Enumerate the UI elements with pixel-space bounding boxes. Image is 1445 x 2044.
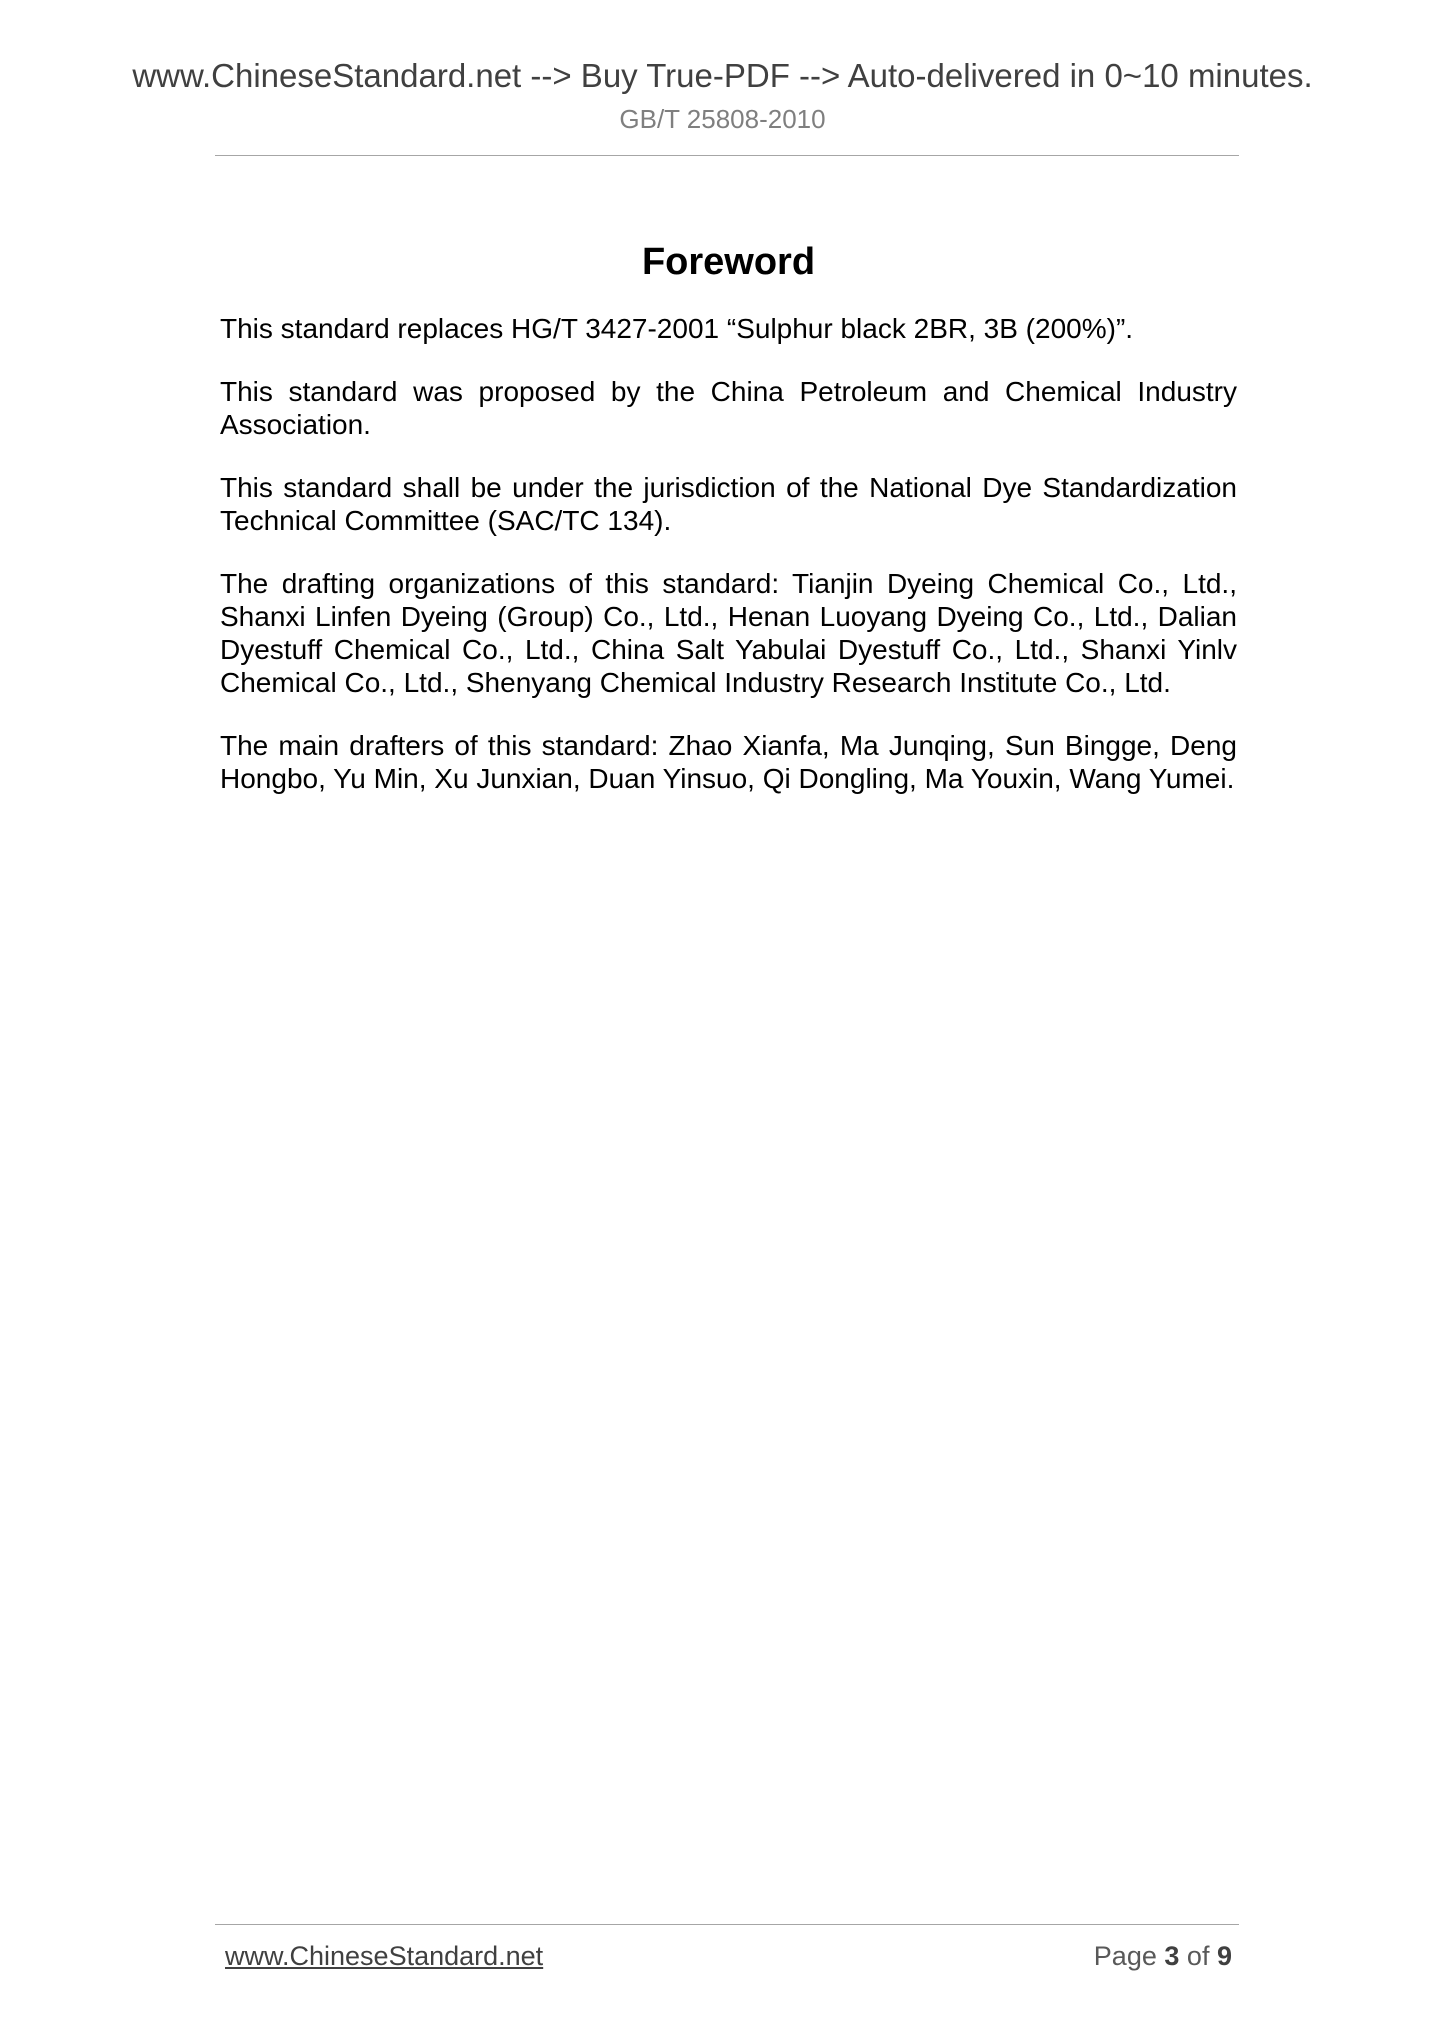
footer-website-link[interactable]: www.ChineseStandard.net: [225, 1941, 544, 1971]
paragraph-drafting-organizations: The drafting organizations of this standard: Tianjin Dyeing Chemical Co., Ltd., Shanxi Linfen Dyeing (Group) Co., Ltd., Henan Luoyang Dyeing Co., Ltd., Dalian Dyestuff Chemical Co., Ltd., China Salt Yabulai Dyestuff Co., Ltd., Shanxi Yinlv Chemical Co., Ltd., Shenyang Chemical Industry Research Institute Co., Ltd.: [220, 567, 1237, 698]
page-label: Page: [1093, 1941, 1157, 1971]
document-body: [220, 240, 1237, 825]
paragraph-main-drafters: The main drafters of this standard: Zhao Xianfa, Ma Junqing, Sun Bingge, Deng Hongbo, Yu Min, Xu Junxian, Duan Yinsuo, Qi Dongling, Ma Youxin, Wang Yumei.: [220, 729, 1237, 794]
page-total: 9: [1216, 1941, 1232, 1971]
paragraph-replaces: This standard replaces HG/T 3427-2001 “Sulphur black 2BR, 3B (200%)”.: [220, 312, 1134, 344]
page-title: Foreword: [641, 241, 816, 283]
page-of: of: [1186, 1941, 1210, 1971]
footer-divider: [215, 1924, 1239, 1925]
standard-code: GB/T 25808-2010: [619, 104, 826, 134]
page-current: 3: [1164, 1941, 1180, 1971]
paragraph-proposed-by: This standard was proposed by the China Petroleum and Chemical Industry Association.: [220, 375, 1237, 440]
header-divider: [215, 155, 1239, 156]
header-banner: www.ChineseStandard.net --> Buy True-PDF --> Auto-delivered in 0~10 minutes.: [132, 57, 1313, 94]
paragraph-jurisdiction: This standard shall be under the jurisdiction of the National Dye Standardization Technical Committee (SAC/TC 134).: [220, 471, 1237, 536]
page-number: [1094, 1940, 1232, 1972]
